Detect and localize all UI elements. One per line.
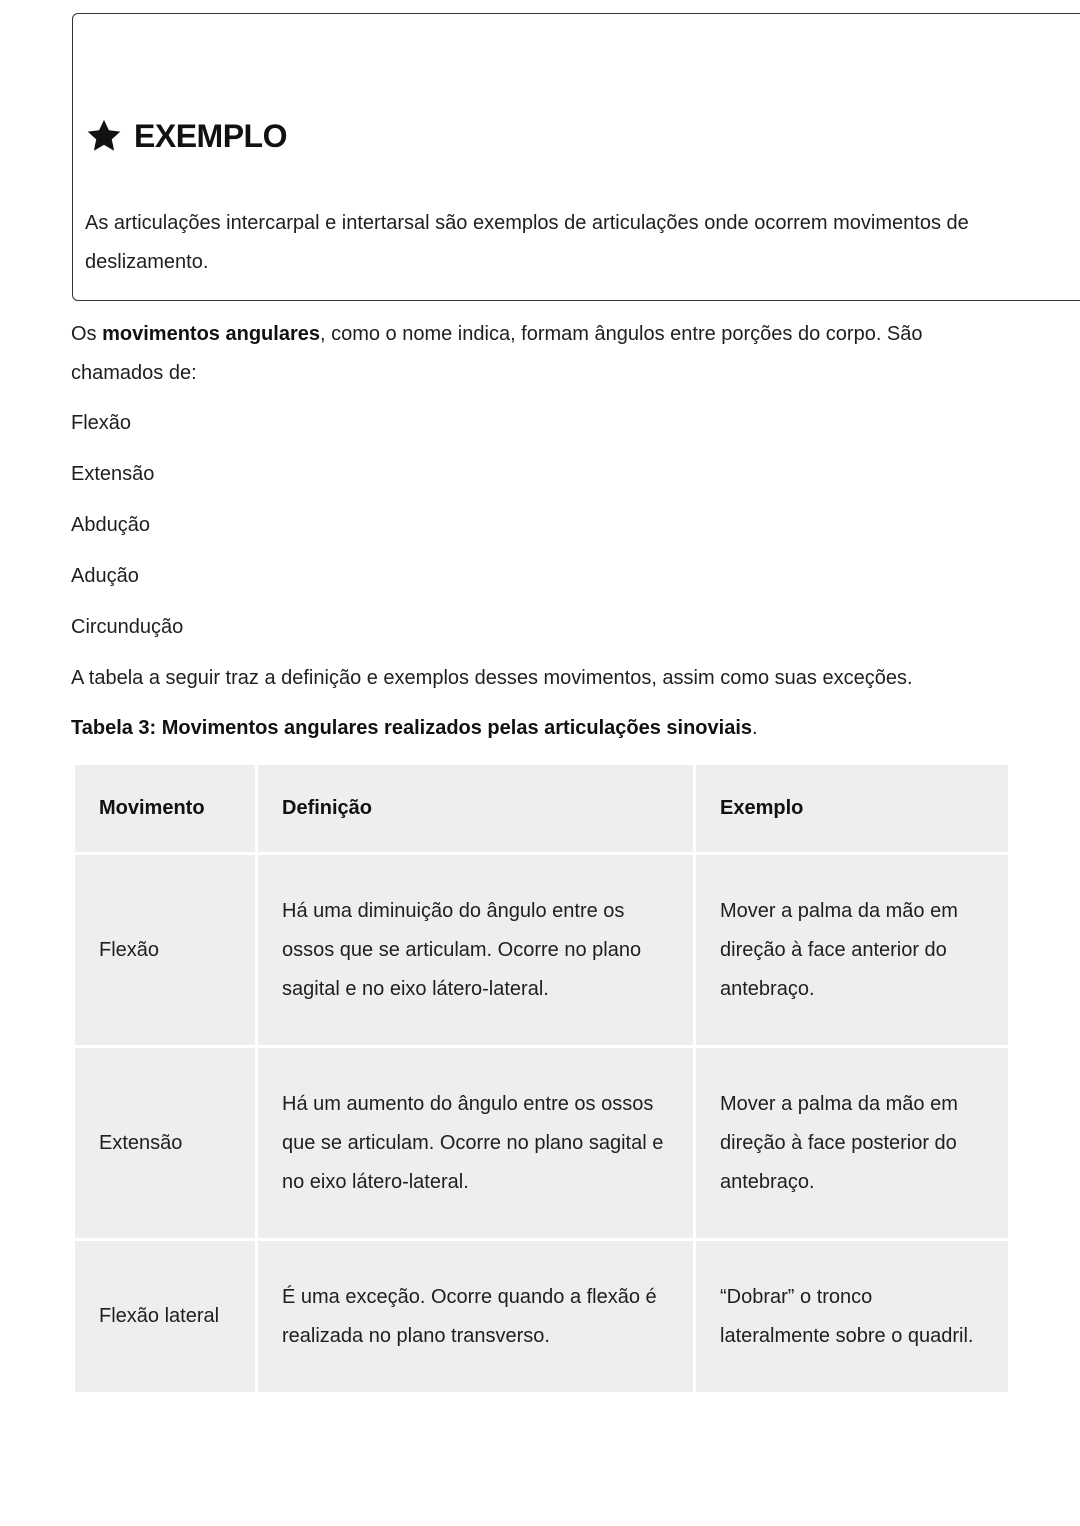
example-heading (85, 117, 287, 155)
movements-table (72, 762, 1011, 1395)
table-header-row (74, 764, 1010, 854)
table-row (74, 1240, 1010, 1394)
table-row (74, 1047, 1010, 1240)
table-caption (71, 709, 758, 748)
movement-list-item: Adução (71, 565, 139, 587)
intro-paragraph (71, 315, 951, 393)
table-caption-suffix: . (752, 717, 758, 739)
cell-definition: É uma exceção. Ocorre quando a flexão é realizada no plano transverso. (257, 1240, 695, 1394)
movement-list-item: Flexão (71, 412, 132, 434)
cell-example: Mover a palma da mão em direção à face anterior do antebraço. (695, 854, 1010, 1047)
cell-definition: Há um aumento do ângulo entre os ossos que se articulam. Ocorre no plano sagital e no eixo látero-lateral. (257, 1047, 695, 1240)
header-example: Exemplo (695, 764, 1010, 854)
example-text: As articulações intercarpal e intertarsal são exemplos de articulações onde ocorrem movimentos de deslizamento. (85, 212, 969, 273)
header-definition: Definição (257, 764, 695, 854)
movement-list-item: Extensão (71, 463, 155, 485)
cell-movement: Flexão (74, 854, 257, 1047)
star-icon (85, 117, 123, 155)
intro-suffix: , como o nome indica, formam ângulos entre porções do corpo. São chamados de: (71, 323, 923, 384)
example-box (72, 13, 1080, 301)
example-title: EXEMPLO (134, 117, 287, 154)
movement-list-item: Circundução (71, 616, 184, 638)
header-movement: Movimento (74, 764, 257, 854)
cell-movement: Flexão lateral (74, 1240, 257, 1394)
intro-bold-term: movimentos angulares (102, 323, 320, 345)
movement-list-item: Abdução (71, 514, 150, 536)
cell-definition: Há uma diminuição do ângulo entre os ossos que se articulam. Ocorre no plano sagital e no eixo látero-lateral. (257, 854, 695, 1047)
cell-movement: Extensão (74, 1047, 257, 1240)
intro-prefix: Os (71, 323, 103, 345)
cell-example: “Dobrar” o tronco lateralmente sobre o quadril. (695, 1240, 1010, 1394)
table-intro-text: A tabela a seguir traz a definição e exemplos desses movimentos, assim como suas exceções. (71, 667, 913, 689)
table-caption-bold: Tabela 3: Movimentos angulares realizados pelas articulações sinoviais (71, 717, 753, 739)
table-row (74, 854, 1010, 1047)
cell-example: Mover a palma da mão em direção à face posterior do antebraço. (695, 1047, 1010, 1240)
